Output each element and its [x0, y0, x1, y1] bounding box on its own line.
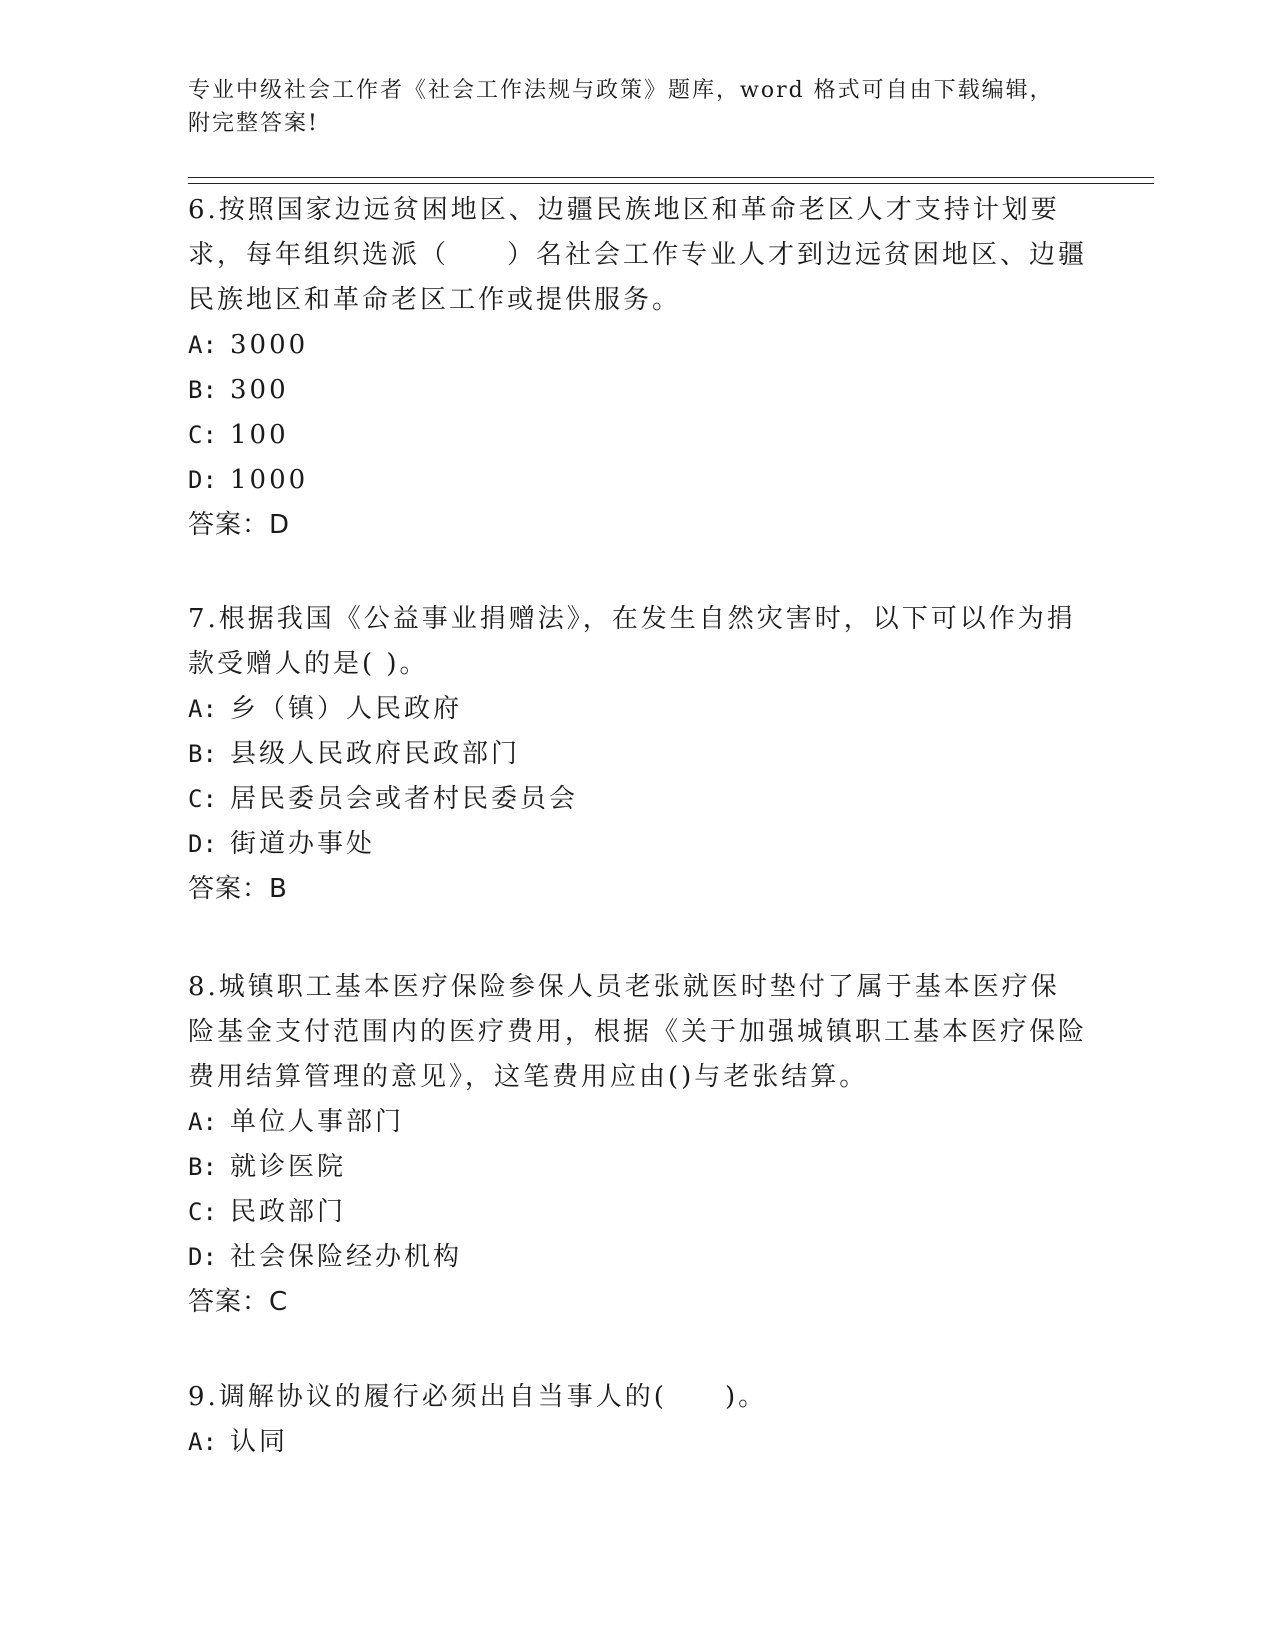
- option-letter: D:: [188, 1243, 217, 1271]
- option-letter: D:: [188, 466, 217, 494]
- option-letter: D:: [188, 830, 217, 858]
- option-letter: A:: [188, 1428, 217, 1456]
- option-letter: A:: [188, 331, 217, 359]
- option-text: 街道办事处: [230, 829, 376, 859]
- document-description: 专业中级社会工作者《社会工作法规与政策》题库，word 格式可自由下载编辑，附完整答案!: [188, 78, 1054, 136]
- option-text: 300: [230, 375, 289, 405]
- option-b: [188, 1145, 1088, 1190]
- option-letter: B:: [188, 740, 217, 768]
- question-stem: 9.调解协议的履行必须出自当事人的( )。: [188, 1382, 768, 1412]
- question-stem: 6.按照国家边远贫困地区、边疆民族地区和革命老区人才支持计划要求，每年组织选派（ ）名社会工作专业人才到边远贫困地区、边疆民族地区和革命老区工作或提供服务。: [188, 195, 1088, 315]
- question-9: [188, 1375, 1088, 1465]
- answer-label: 答案：B: [188, 874, 288, 904]
- option-text: 就诊医院: [230, 1152, 347, 1182]
- option-b: [188, 732, 1088, 777]
- option-text: 民政部门: [230, 1197, 347, 1227]
- header-divider-line: [188, 183, 1154, 184]
- option-letter: A:: [188, 695, 217, 723]
- option-text: 县级人民政府民政部门: [230, 739, 521, 769]
- option-a: [188, 1420, 1088, 1465]
- option-letter: C:: [188, 421, 217, 449]
- option-letter: B:: [188, 1153, 217, 1181]
- option-a: [188, 687, 1088, 732]
- option-text: 1000: [230, 465, 309, 495]
- option-d: [188, 1235, 1088, 1280]
- option-a: [188, 323, 1088, 368]
- option-c: [188, 413, 1088, 458]
- option-letter: B:: [188, 376, 217, 404]
- option-text: 3000: [230, 330, 309, 360]
- question-7: [188, 597, 1088, 912]
- option-letter: C:: [188, 1198, 217, 1226]
- option-text: 单位人事部门: [230, 1107, 405, 1137]
- option-d: [188, 458, 1088, 503]
- answer-label: 答案：D: [188, 510, 291, 540]
- option-text: 100: [230, 420, 289, 450]
- option-text: 认同: [230, 1427, 289, 1457]
- option-letter: A:: [188, 1108, 217, 1136]
- option-a: [188, 1100, 1088, 1145]
- question-stem: 8.城镇职工基本医疗保险参保人员老张就医时垫付了属于基本医疗保险基金支付范围内的医疗费用，根据《关于加强城镇职工基本医疗保险费用结算管理的意见》，这笔费用应由()与老张结算。: [188, 972, 1088, 1092]
- option-b: [188, 368, 1088, 413]
- option-text: 乡（镇）人民政府: [230, 694, 463, 724]
- option-letter: C:: [188, 785, 217, 813]
- option-c: [188, 1190, 1088, 1235]
- option-text: 社会保险经办机构: [230, 1242, 463, 1272]
- answer-label: 答案：C: [188, 1287, 289, 1317]
- question-stem: 7.根据我国《公益事业捐赠法》，在发生自然灾害时，以下可以作为捐款受赠人的是( )。: [188, 604, 1076, 679]
- question-8: [188, 965, 1088, 1325]
- option-c: [188, 777, 1088, 822]
- question-6: [188, 188, 1088, 548]
- option-text: 居民委员会或者村民委员会: [230, 784, 579, 814]
- option-d: [188, 822, 1088, 867]
- header-divider-line: [188, 177, 1154, 178]
